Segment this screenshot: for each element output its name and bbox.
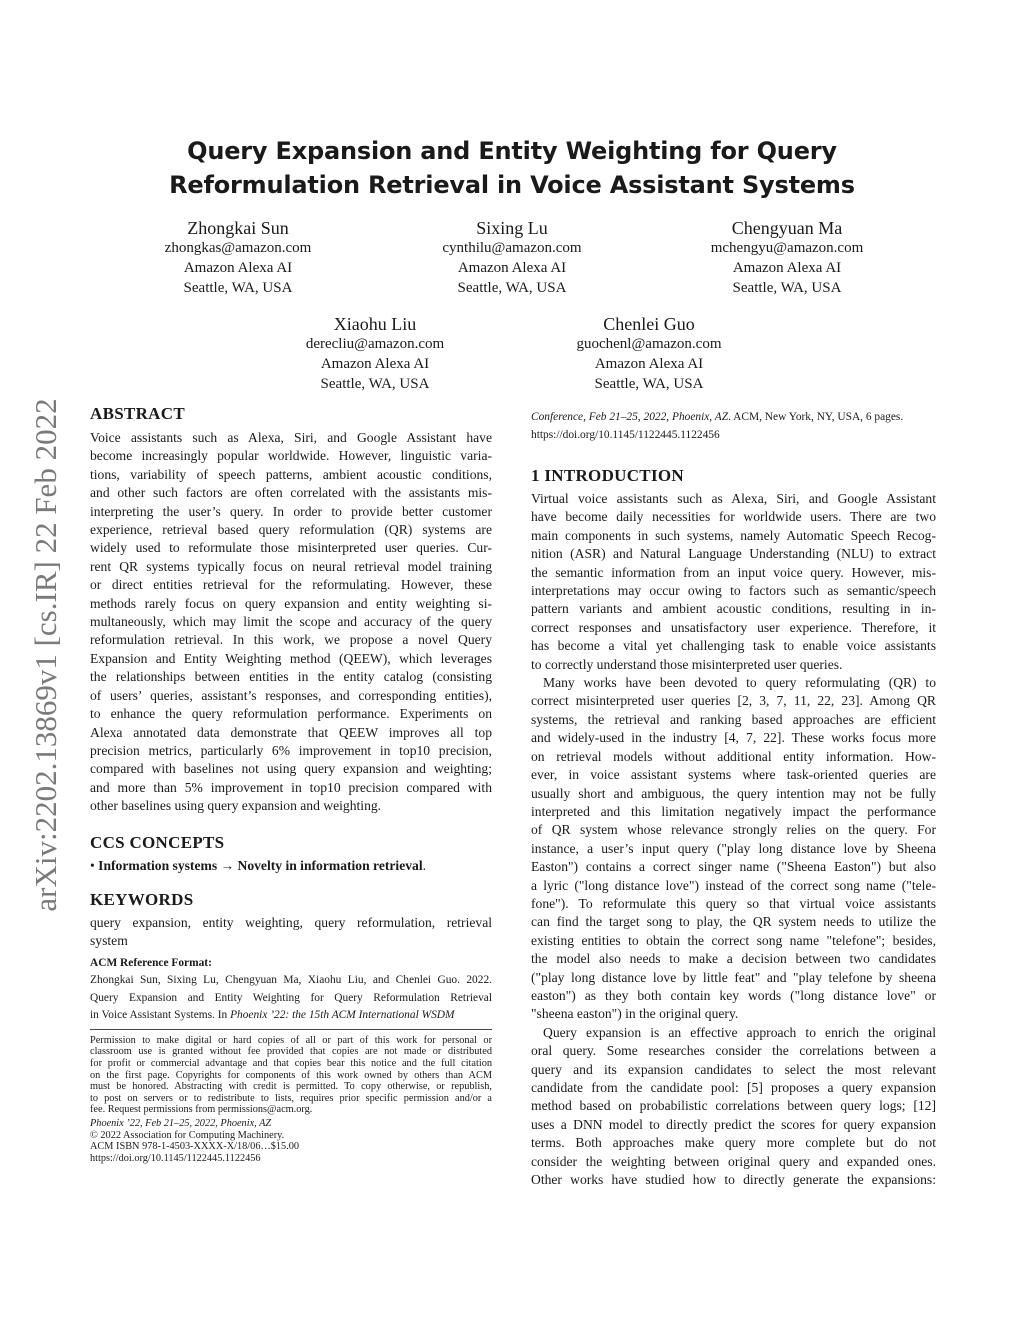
- author-block: [657, 216, 917, 298]
- intro-paragraph: [531, 674, 936, 1024]
- author-email: mchengyu@amazon.com: [710, 240, 864, 256]
- author-name: Sixing Lu: [476, 218, 548, 238]
- venue-line: Phoenix ’22, Feb 21–25, 2022, Phoenix, AZ: [90, 1117, 272, 1129]
- author-loc: Seattle, WA, USA: [320, 376, 430, 392]
- text-line: oral query. Some researches consider the correlations between a: [531, 1043, 936, 1059]
- text-line: precision metrics, particularly 6% improvement in top10 precision,: [90, 742, 492, 758]
- author-email: guochenl@amazon.com: [576, 336, 722, 352]
- author-block: [245, 312, 505, 394]
- text-line: instance, a user’s input query ("play long distance love by Sheena: [531, 840, 936, 856]
- abstract-heading: ABSTRACT: [90, 404, 185, 423]
- paper-title: [0, 134, 1024, 202]
- text-line: fone"). To reformulate this query so that virtual voice assistants: [531, 895, 936, 911]
- text-line: can find the target song to play, the QR system needs to utilize the: [531, 914, 936, 930]
- text-line: Zhongkai Sun, Sixing Lu, Chengyuan Ma, Xiaohu Liu, and Chenlei Guo. 2022.: [90, 974, 492, 987]
- author-org: Amazon Alexa AI: [457, 260, 567, 276]
- text-line: existing entities to obtain the correct song name "telefone"; besides,: [531, 932, 936, 948]
- text-line: the relationships between entities in the entity catalog (consisting: [90, 669, 492, 685]
- author-block: [519, 312, 779, 394]
- isbn-line: ACM ISBN 978-1-4503-XXXX-X/18/06…$15.00: [90, 1141, 300, 1153]
- copyright-line: © 2022 Association for Computing Machinery.: [90, 1129, 285, 1141]
- ccs-concepts: [90, 857, 492, 875]
- ref-text: in Voice Assistant Systems. In: [90, 1009, 231, 1022]
- text-line: become increasingly popular worldwide. However, linguistic varia-: [90, 448, 492, 464]
- text-line: has become a vital yet challenging task to enable voice assistants: [531, 638, 936, 654]
- intro-paragraph: [531, 1024, 936, 1190]
- text-line: "sheena easton") in the original query.: [531, 1006, 739, 1022]
- text-line: have become daily necessities for worldwide users. There are two: [531, 509, 936, 525]
- arxiv-stamp: arXiv:2202.13869v1 [cs.IR] 22 Feb 2022: [28, 398, 63, 912]
- copyright-block: [90, 1118, 492, 1164]
- text-line: consider the weighting between original query and expanded ones.: [531, 1153, 936, 1169]
- author-name: Chenlei Guo: [603, 314, 695, 334]
- title-line: Query Expansion and Entity Weighting for Query: [187, 137, 837, 165]
- ccs-heading: CCS CONCEPTS: [90, 832, 225, 852]
- text-line: easton") as they both contain key words ("long distance love" or: [531, 987, 936, 1003]
- text-line: for profit or commercial advantage and that copies bear this notice and the full citation: [90, 1057, 492, 1069]
- author-loc: Seattle, WA, USA: [183, 280, 293, 296]
- text-line: uses a DNN model to directly predict the scores for query expansion: [531, 1116, 936, 1132]
- text-line: a lyric ("long distance love") instead of the correct song name ("tele-: [531, 877, 936, 893]
- intro-paragraph: [531, 490, 936, 674]
- doi-link[interactable]: https://doi.org/10.1145/1122445.1122456: [90, 1152, 261, 1164]
- author-loc: Seattle, WA, USA: [457, 280, 567, 296]
- text-line: multaneously, which may limit the scope and accuracy of the query: [90, 614, 492, 630]
- author-email: zhongkas@amazon.com: [164, 240, 312, 256]
- text-line: and other such factors are often correlated with the assistants mis-: [90, 485, 492, 501]
- text-line: on retrieval models without additional entity information. How-: [531, 748, 936, 764]
- abstract-body: [90, 429, 492, 816]
- author-email: derecliu@amazon.com: [305, 336, 445, 352]
- text-line: and more than 5% improvement in top10 precision compared with: [90, 779, 492, 795]
- text-line: the model also needs to make a decision between two candidates: [531, 951, 936, 967]
- text-line: pattern variants and ambient acoustic conditions, resulting in in-: [531, 601, 936, 617]
- text-line: tions, variability of speech patterns, ambient acoustic conditions,: [90, 466, 492, 482]
- keywords-body: [90, 914, 492, 951]
- text-line: terms. Both approaches make query more complete but do not: [531, 1135, 936, 1151]
- author-org: Amazon Alexa AI: [320, 356, 430, 372]
- text-line: must be honored. Abstracting with credit is permitted. To copy otherwise, or republish,: [90, 1081, 492, 1093]
- text-line: Permission to make digital or hard copies of all or part of this work for personal or: [90, 1034, 492, 1046]
- text-line: Voice assistants such as Alexa, Siri, and Google Assistant have: [90, 430, 492, 445]
- text-line: nition (ASR) and Natural Language Understanding (NLU) to extract: [531, 546, 936, 562]
- text-line: compared with baselines not using query expansion and weighting;: [90, 761, 492, 777]
- ref-doi-link[interactable]: https://doi.org/10.1145/1122445.1122456: [531, 428, 720, 441]
- text-line: widely used to reformulate those misinterpreted user queries. Cur-: [90, 540, 492, 556]
- text-line: Query Expansion and Entity Weighting for Query Reformulation Retrieval: [90, 991, 492, 1004]
- keywords-heading: KEYWORDS: [90, 889, 194, 909]
- text-line: candidate from the candidate pool: [5] proposes a query expansion: [531, 1080, 936, 1095]
- author-email: cynthilu@amazon.com: [442, 240, 582, 256]
- author-loc: Seattle, WA, USA: [732, 280, 842, 296]
- author-block: [108, 216, 368, 298]
- text-line: Expansion and Entity Weighting method (QEEW), which leverages: [90, 650, 492, 666]
- footnote-rule: [90, 1029, 492, 1030]
- text-line: reformulation retrieval. In this work, we propose a novel Query: [90, 632, 492, 648]
- text-line: to enhance the query reformulation performance. Experiments on: [90, 706, 492, 722]
- text-line: method based on probabilistic correlations between query logs; [12]: [531, 1098, 936, 1114]
- text-line: other baselines using query expansion and weighting.: [90, 798, 382, 814]
- text-line: interpreting the user’s query. In order to provide better customer: [90, 503, 492, 519]
- text-line: of users’ queries, assistant’s responses, and corresponding entities),: [90, 687, 492, 703]
- text-line: query and its expansion candidates to select the most relevant: [531, 1061, 936, 1077]
- acm-ref-line: [90, 1007, 492, 1025]
- ref-venue: Phoenix ’22: the 15th ACM International WSDM: [230, 1009, 455, 1022]
- text-line: Query expansion is an effective approach to enrich the original: [543, 1024, 936, 1040]
- ccs-end: .: [422, 857, 427, 873]
- text-line: interpreted and this limitation negatively impact the performance: [531, 803, 936, 819]
- text-line: classroom use is granted without fee provided that copies are not made or distributed: [90, 1046, 492, 1058]
- intro-body: [531, 490, 936, 1189]
- intro-heading: 1 INTRODUCTION: [531, 466, 684, 485]
- text-line: Easton") contains a correct singer name ("Sheena Easton") but also: [531, 859, 936, 875]
- author-name: Zhongkai Sun: [187, 218, 289, 238]
- author-name: Xiaohu Liu: [333, 314, 417, 334]
- text-line: ("play long distance love by little feat" and "play telefone by sheena: [531, 969, 936, 985]
- text-line: the semantic information from an input voice query. However, mis-: [531, 564, 936, 580]
- permission-notice: [90, 1035, 492, 1116]
- title-line: Reformulation Retrieval in Voice Assistant Systems: [169, 171, 855, 199]
- text-line: correct responses and unsatisfactory user experience. Therefore, it: [531, 619, 936, 635]
- text-line: main components in such systems, namely Automatic Speech Recog-: [531, 527, 936, 543]
- ref-publisher: . ACM, New York, NY, USA, 6 pages.: [728, 411, 904, 423]
- author-org: Amazon Alexa AI: [594, 356, 704, 372]
- text-line: and widely-used in the industry [4, 7, 22]. These works focus more: [531, 730, 936, 746]
- text-line: Alexa annotated data demonstrate that QEEW improves all top: [90, 724, 492, 740]
- author-block: [382, 216, 642, 298]
- text-line: ever, in voice assistant systems where task-oriented queries are: [531, 767, 936, 783]
- author-org: Amazon Alexa AI: [732, 260, 842, 276]
- acm-ref-body: [90, 972, 492, 1007]
- text-line: to post on servers or to redistribute to lists, requires prior specific permission and/or a: [90, 1092, 492, 1104]
- ccs-text: Information systems → Novelty in information retrieval: [98, 857, 423, 873]
- ccs-bullet: •: [90, 857, 99, 873]
- text-line: Other works have studied how to directly generate the expansions:: [531, 1172, 936, 1188]
- text-line: interpretations may occur owing to factors such as semantic/speech: [531, 583, 936, 599]
- text-line: methods rarely focus on query expansion and entity weighting si-: [90, 595, 492, 611]
- acm-ref-continued: [531, 409, 936, 427]
- author-loc: Seattle, WA, USA: [594, 376, 704, 392]
- text-line: systems, the retrieval and ranking based approaches are efficient: [531, 711, 936, 727]
- ref-conference: Conference, Feb 21–25, 2022, Phoenix, AZ: [531, 411, 729, 423]
- text-line: experience, retrieval based query reformulation (QR) systems are: [90, 522, 492, 538]
- text-line: or direct entities retrieval for the reformulating. However, these: [90, 577, 492, 593]
- text-line: system: [90, 933, 128, 949]
- text-line: Virtual voice assistants such as Alexa, Siri, and Google Assistant: [531, 491, 936, 506]
- text-line: fee. Request permissions from permissions@acm.org.: [90, 1104, 313, 1116]
- author-org: Amazon Alexa AI: [183, 260, 293, 276]
- text-line: of QR system whose relevance strongly relies on the query. For: [531, 822, 936, 838]
- author-name: Chengyuan Ma: [731, 218, 843, 238]
- text-line: query expansion, entity weighting, query reformulation, retrieval: [90, 914, 492, 930]
- text-line: on the first page. Copyrights for components of this work owned by others than ACM: [90, 1069, 492, 1081]
- text-line: correct misinterpreted user queries [2, 3, 7, 11, 22, 23]. Among QR: [531, 693, 936, 709]
- acm-ref-heading: ACM Reference Format:: [90, 956, 212, 969]
- text-line: to correctly understand those misinterpreted user queries.: [531, 656, 843, 672]
- text-line: Many works have been devoted to query reformulating (QR) to: [543, 675, 936, 691]
- text-line: usually short and ambiguous, the query intention may not be fully: [531, 785, 936, 801]
- text-line: rent QR systems typically focus on neural retrieval model training: [90, 558, 492, 574]
